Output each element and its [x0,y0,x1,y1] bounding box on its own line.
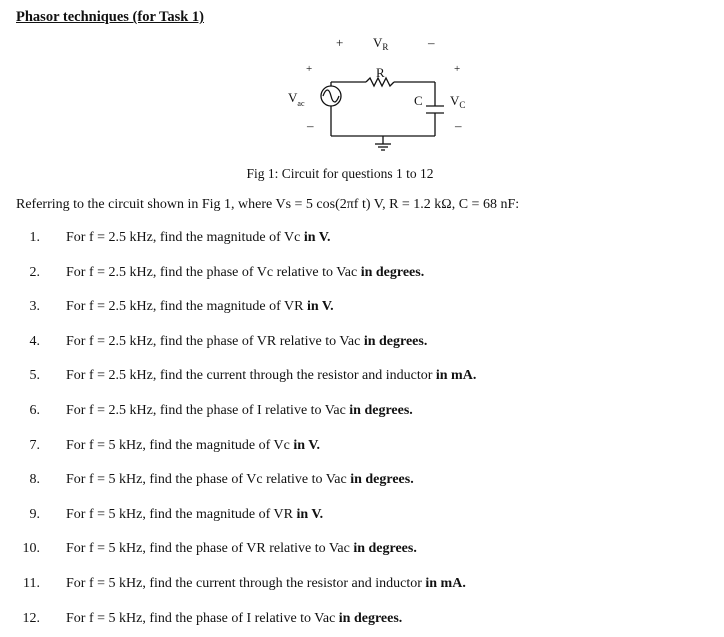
question-text [66,230,331,246]
question-body: For f = 5 kHz, find the magnitude of Vc [66,437,290,453]
question-number: 2. [29,264,40,280]
vc-minus-label: – [455,118,462,133]
question-number: 6. [29,403,40,418]
question-unit: in degrees. [363,333,428,349]
question-body: For f = 5 kHz, find the magnitude of VR [66,506,293,522]
question-unit: in V. [296,506,324,522]
question-text [66,576,466,592]
question-body: For f = 2.5 kHz, find the current through the resistor and inductor [66,368,433,384]
question-body: For f = 2.5 kHz, find the magnitude of Vc [66,230,301,245]
vac-plus-label: + [306,63,313,75]
figure-caption: Fig 1: Circuit for questions 1 to 12 [246,166,434,181]
question-text [66,334,427,350]
question-unit: in degrees. [338,610,403,626]
question-body: For f = 2.5 kHz, find the phase of Vc relative to Vac [66,264,358,280]
question-text [66,472,414,488]
question-unit: in V. [306,299,334,315]
question-body: For f = 5 kHz, find the current through the resistor and inductor [66,576,422,591]
question-unit: in degrees. [349,403,413,418]
question-body: For f = 5 kHz, find the phase of I relative to Vac [66,610,336,626]
question-number: 8. [29,472,40,488]
question-number: 4. [29,333,40,349]
vc-label: $V_C$ [450,93,466,110]
question-body: For f = 5 kHz, find the phase of Vc relative to Vac [66,472,347,488]
question-unit: in V. [293,437,321,453]
question-body: For f = 2.5 kHz, find the phase of I relative to Vac [66,403,346,418]
circuit-diagram [270,30,490,165]
question-text [66,403,413,419]
question-body: For f = 5 kHz, find the phase of VR relative to Vac [66,541,350,557]
question-text [66,368,476,384]
question-number: 11. [23,576,40,591]
question-text [66,611,402,627]
question-unit: in degrees. [353,541,417,557]
vr-minus-label: – [428,35,435,50]
question-text [66,541,417,557]
question-number: 1. [29,230,40,245]
question-text [66,438,320,454]
question-text [66,265,424,281]
intro-text: Referring to the circuit shown in Fig 1, where Vs = 5 cos(2πf t) V, R = 1.2 kΩ, C = 68 nF: [16,197,520,212]
question-unit: in mA. [425,576,466,591]
question-number: 12. [22,610,40,626]
question-body: For f = 2.5 kHz, find the phase of VR relative to Vac [66,333,361,349]
resistor-label: R [376,65,385,80]
question-unit: in degrees. [350,472,414,488]
question-number: 10. [22,541,40,557]
vr-plus-label: + [336,35,344,50]
question-text [66,507,323,523]
question-number: 5. [29,368,40,384]
vc-plus-label: + [454,63,461,75]
question-number: 9. [29,506,40,522]
question-text [66,299,334,315]
vac-label: $V_{ac}$ [288,90,305,108]
question-number: 7. [29,437,40,453]
page-title: Phasor techniques (for Task 1) [16,9,204,25]
question-unit: in V. [303,230,331,245]
question-number: 3. [29,299,40,315]
capacitor-label: C [414,93,423,108]
question-unit: in degrees. [360,264,425,280]
vr-label: $V_R$ [373,35,389,52]
vac-minus-label: – [307,118,314,133]
question-unit: in mA. [435,368,477,384]
question-body: For f = 2.5 kHz, find the magnitude of VR [66,299,304,315]
sine-wave-icon [323,90,339,102]
